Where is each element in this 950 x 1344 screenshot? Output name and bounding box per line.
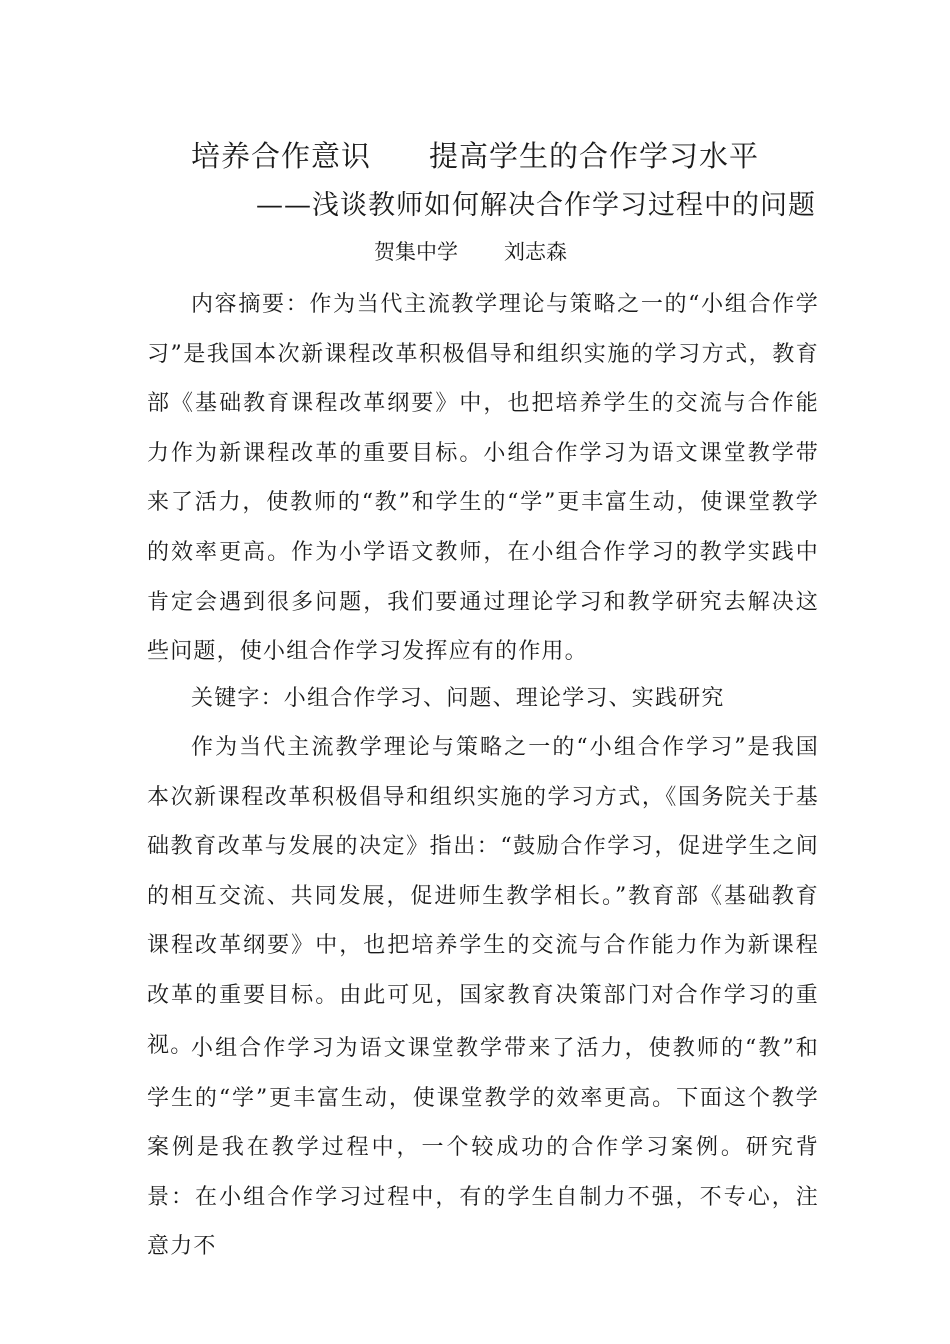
author-name: 刘志森 (504, 240, 567, 264)
abstract-paragraph: 内容摘要：作为当代主流教学理论与策略之一的“小组合作学习”是我国本次新课程改革积极倡导和组织实施的学习方式，教育部《基础教育课程改革纲要》中，也把培养学生的交流与合作能力作为新课程改革的重要目标。小组合作学习为语文课堂教学带来了活力，使教师的“教”和学生的“学”更丰富生动，使课堂教学的效率更高。作为小学语文教师，在小组合作学习的教学实践中肯定会遇到很多问题，我们要通过理论学习和教学研究去解决这些问题，使小组合作学习发挥应有的作用。 (147, 292, 819, 665)
author-line (374, 236, 567, 266)
body-paragraph-1-block (147, 723, 819, 1070)
body-paragraph-2: 小组合作学习为语文课堂教学带来了活力，使教师的“教”和学生的“学”更丰富生动，使课堂教学的效率更高。下面这个教学案例是我在教学过程中，一个较成功的合作学习案例。研究背景：在小组合作学习过程中，有的学生自制力不强，不专心，注意力不 (147, 1036, 819, 1260)
document-subtitle: ——浅谈教师如何解决合作学习过程中的问题 (256, 190, 816, 221)
keywords-block (147, 674, 819, 724)
abstract-block (147, 280, 819, 677)
title-part-1: 培养合作意识 (190, 139, 371, 173)
body-paragraph-2-block (147, 1024, 819, 1272)
keywords-paragraph: 关键字：小组合作学习、问题、理论学习、实践研究 (191, 686, 725, 711)
title-part-2: 提高学生的合作学习水平 (429, 139, 760, 173)
body-paragraph-1: 作为当代主流教学理论与策略之一的“小组合作学习”是我国本次新课程改革积极倡导和组织实施的学习方式，《国务院关于基础教育改革与发展的决定》指出：“鼓励合作学习，促进学生之间的相互交流、共同发展，促进师生教学相长。”教育部《基础教育课程改革纲要》中，也把培养学生的交流与合作能力作为新课程改革的重要目标。由此可见，国家教育决策部门对合作学习的重视。 (147, 735, 819, 1058)
author-school: 贺集中学 (374, 240, 458, 264)
document-title (0, 134, 950, 175)
